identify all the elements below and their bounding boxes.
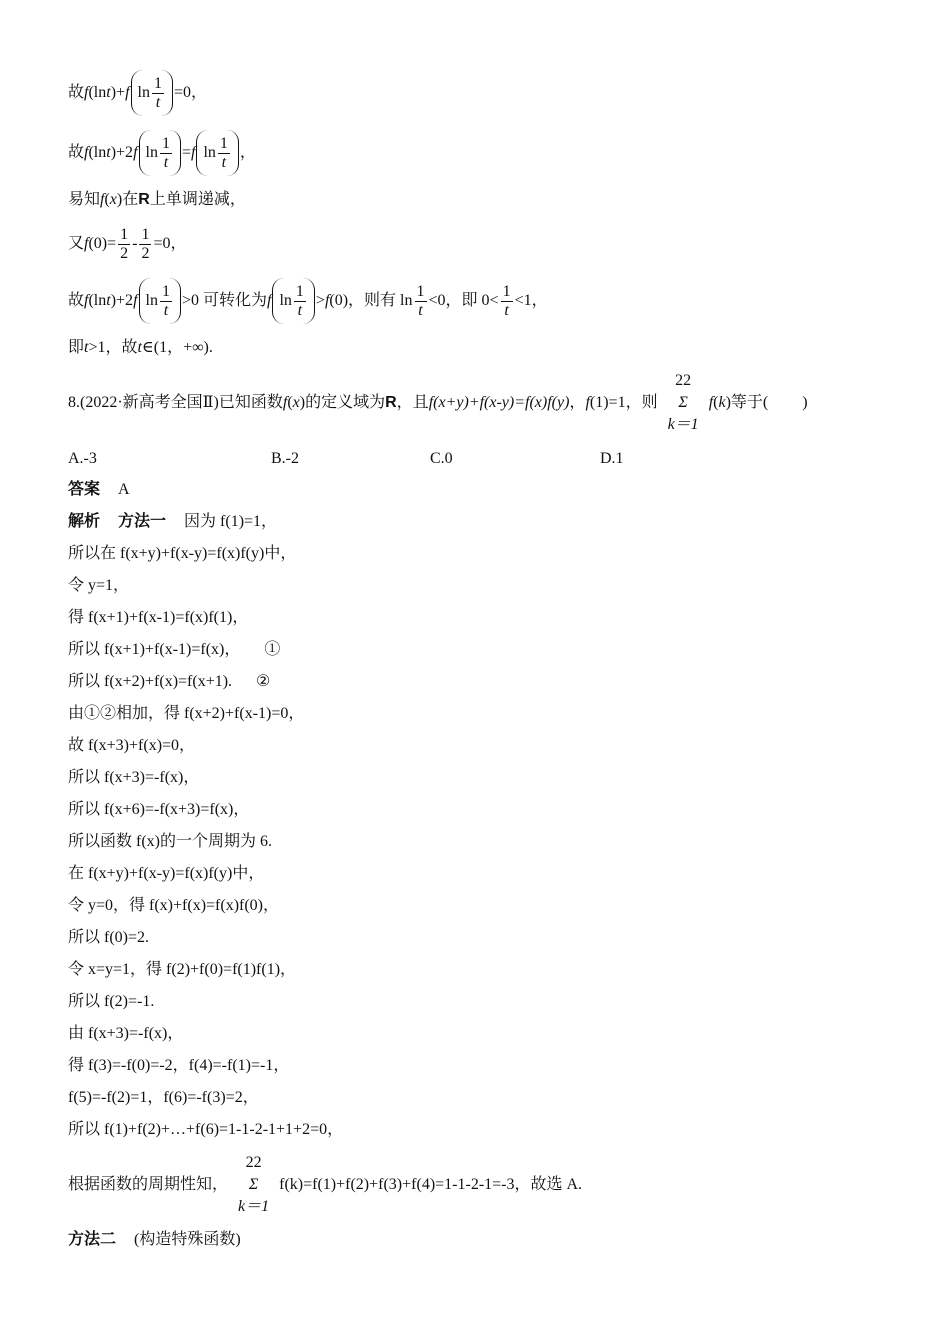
- answer-blank-close: ): [802, 394, 808, 411]
- fraction: [294, 283, 306, 320]
- text: x: [292, 394, 300, 411]
- method-label: 方法二: [68, 1231, 117, 1248]
- text: ，: [239, 144, 256, 161]
- answer-line: [68, 480, 130, 500]
- text: f: [282, 394, 288, 411]
- text: <0，即 0<: [428, 292, 499, 309]
- method-label: 方法一: [118, 513, 167, 530]
- text: f: [267, 292, 272, 309]
- step-text: 所以 f(0)=2.: [68, 929, 150, 946]
- ln: ln: [279, 292, 292, 309]
- step-line: [68, 832, 272, 852]
- text: t: [84, 339, 89, 356]
- text: f: [84, 84, 89, 101]
- paren-group: [196, 130, 238, 176]
- denominator: t: [163, 301, 169, 319]
- text: >: [315, 292, 325, 309]
- answer-value: A: [118, 481, 130, 498]
- text: f: [708, 394, 714, 411]
- step-text: 令 x=y=1，得 f(2)+f(0)=f(1)f(1)，: [68, 961, 297, 978]
- formula-line-3: [68, 190, 246, 210]
- step-line: [68, 960, 296, 980]
- option-c: C.0: [430, 450, 453, 467]
- text: ∈(1，+∞).: [141, 339, 213, 356]
- sigma-symbol: Σ: [678, 394, 688, 411]
- text: 故: [68, 292, 85, 309]
- numerator: 1: [295, 282, 304, 300]
- text: f: [324, 292, 330, 309]
- text: )+: [110, 84, 126, 101]
- answer-label: 答案: [68, 481, 101, 498]
- text: <1，: [514, 292, 548, 309]
- text: 故: [68, 144, 85, 161]
- step-text: 因为 f(1)=1，: [184, 513, 278, 530]
- sum-upper: 22: [245, 1154, 262, 1171]
- summation: [668, 370, 699, 436]
- text: 故: [68, 84, 85, 101]
- text: )在: [116, 191, 139, 208]
- step-line: [68, 544, 296, 564]
- step-text: 所以函数 f(x)的一个周期为 6.: [68, 833, 272, 850]
- option-b: B.-2: [271, 450, 299, 467]
- text: >0 可转化为: [181, 292, 267, 309]
- formula-line-5: [68, 279, 548, 323]
- step-text: 所以 f(2)=-1.: [68, 993, 155, 1010]
- option-a: A.-3: [68, 450, 97, 467]
- text: k: [718, 394, 726, 411]
- ln: ln: [203, 144, 216, 161]
- paren-group: [131, 70, 173, 116]
- step-text: 由 f(x+3)=-f(x)，: [68, 1025, 184, 1042]
- text: =0，: [153, 235, 187, 252]
- step-text: 所以在 f(x+y)+f(x-y)=f(x)f(y)中，: [68, 545, 297, 562]
- step-line: [68, 704, 304, 724]
- text: t: [106, 144, 111, 161]
- denominator: t: [155, 93, 161, 111]
- summation: [238, 1152, 269, 1218]
- numerator: 1: [141, 225, 150, 243]
- numerator: 1: [153, 74, 162, 92]
- sum-lower: k＝1: [238, 1198, 270, 1215]
- text: (ln: [88, 84, 107, 101]
- numerator: 1: [161, 282, 170, 300]
- conclusion-prefix: 根据函数的周期性知，: [68, 1176, 229, 1193]
- analysis-label: 解析: [68, 513, 101, 530]
- text: t: [106, 84, 111, 101]
- functional-equation: f(x+y)+f(x-y)=f(x)f(y): [428, 394, 570, 411]
- fraction: [139, 226, 151, 263]
- numerator: 1: [120, 225, 129, 243]
- text: f: [125, 84, 130, 101]
- step-text: 所以 f(x+1)+f(x-1)=f(x)， ①: [68, 641, 281, 658]
- fraction: [501, 283, 513, 320]
- denominator: t: [297, 301, 303, 319]
- text: (: [104, 191, 110, 208]
- numerator: 1: [161, 134, 170, 152]
- text: f: [133, 292, 138, 309]
- denominator: 2: [141, 244, 150, 262]
- fraction: [415, 283, 427, 320]
- ln: ln: [145, 144, 158, 161]
- step-text: 所以 f(1)+f(2)+…+f(6)=1-1-2-1+1+2=0，: [68, 1121, 344, 1138]
- step-line: [68, 1088, 259, 1108]
- step-line: [68, 672, 270, 692]
- step-line: [68, 768, 199, 788]
- step-text: 由①②相加，得 f(x+2)+f(x-1)=0，: [68, 705, 305, 722]
- analysis-line: [68, 512, 277, 532]
- text: 即: [68, 339, 85, 356]
- text: t: [106, 292, 111, 309]
- step-text: 得 f(x+1)+f(x-1)=f(x)f(1)，: [68, 609, 249, 626]
- denominator: t: [504, 301, 509, 319]
- sum-lower: k＝1: [667, 416, 699, 433]
- ln: ln: [145, 292, 158, 309]
- formula-line-2: [68, 131, 256, 175]
- text: x: [109, 191, 117, 208]
- step-line: [68, 640, 280, 660]
- step-line: [68, 736, 195, 756]
- formula-line-4: [68, 224, 187, 264]
- question-8: [68, 368, 808, 438]
- text: =0，: [173, 84, 207, 101]
- step-line: [68, 1056, 289, 1076]
- text: )+2: [110, 292, 134, 309]
- text: ，: [569, 394, 586, 411]
- step-line: [68, 1120, 343, 1140]
- text: (0)=: [88, 235, 117, 252]
- text: -: [132, 235, 138, 252]
- numerator: 1: [502, 282, 511, 300]
- paren-group: [139, 130, 181, 176]
- step-text: 令 y=1，: [68, 577, 130, 594]
- denominator: t: [221, 153, 227, 171]
- numerator: 1: [416, 282, 425, 300]
- denominator: t: [418, 301, 423, 319]
- step-text: 故 f(x+3)+f(x)=0，: [68, 737, 196, 754]
- conclusion-line: [68, 1150, 582, 1220]
- formula-line-1: [68, 71, 207, 115]
- step-line: [68, 576, 129, 596]
- step-text: 得 f(3)=-f(0)=-2，f(4)=-f(1)=-1，: [68, 1057, 290, 1074]
- method2-line: [68, 1230, 241, 1250]
- step-text: 在 f(x+y)+f(x-y)=f(x)f(y)中，: [68, 865, 265, 882]
- text: )等于(: [725, 394, 769, 411]
- formula-line-6: [68, 338, 213, 358]
- real-set-symbol: R: [385, 394, 397, 411]
- paren-group: [272, 278, 314, 324]
- text: (ln: [88, 292, 107, 309]
- sigma-symbol: Σ: [248, 1176, 259, 1193]
- step-line: [68, 608, 248, 628]
- step-line: [68, 864, 264, 884]
- real-set-symbol: R: [138, 191, 150, 208]
- text: ，且: [396, 394, 429, 411]
- question-prefix: 8.(2022·新高考全国Ⅱ)已知函数: [68, 394, 283, 411]
- text: (ln: [88, 144, 107, 161]
- paren-group: [139, 278, 181, 324]
- text: 又: [68, 235, 85, 252]
- text: f: [84, 144, 89, 161]
- text: f: [585, 394, 590, 411]
- step-text: 所以 f(x+3)=-f(x)，: [68, 769, 200, 786]
- text: (0)，则有 ln: [329, 292, 413, 309]
- method-description: (构造特殊函数): [134, 1231, 241, 1248]
- step-line: [68, 928, 149, 948]
- text: (1)=1，则: [589, 394, 658, 411]
- text: f: [84, 235, 89, 252]
- step-line: [68, 1024, 183, 1044]
- conclusion-text: f(k)=f(1)+f(2)+f(3)+f(4)=1-1-2-1=-3，故选 A.: [279, 1176, 583, 1193]
- denominator: 2: [120, 244, 129, 262]
- text: 易知: [68, 191, 101, 208]
- text: f: [191, 144, 196, 161]
- step-text: 所以 f(x+6)=-f(x+3)=f(x)，: [68, 801, 250, 818]
- text: (: [713, 394, 719, 411]
- text: f: [133, 144, 138, 161]
- step-text: 令 y=0，得 f(x)+f(x)=f(x)f(0)，: [68, 897, 280, 914]
- text: 上单调递减，: [149, 191, 246, 208]
- fraction: [118, 226, 130, 263]
- numerator: 1: [219, 134, 228, 152]
- denominator: t: [163, 153, 169, 171]
- fraction: [218, 135, 230, 172]
- text: =: [181, 144, 191, 161]
- sum-upper: 22: [675, 372, 692, 389]
- text: (: [287, 394, 293, 411]
- fraction: [160, 283, 172, 320]
- step-line: [68, 800, 249, 820]
- text: f: [84, 292, 89, 309]
- text: t: [137, 339, 142, 356]
- text: )+2: [110, 144, 134, 161]
- fraction: [160, 135, 172, 172]
- step-line: [68, 896, 279, 916]
- option-d: D.1: [600, 450, 624, 467]
- answer-options: [68, 449, 768, 469]
- step-line: [68, 992, 154, 1012]
- text: )的定义域为: [299, 394, 386, 411]
- step-text: f(5)=-f(2)=1，f(6)=-f(3)=2，: [68, 1089, 259, 1106]
- text: >1，故: [88, 339, 138, 356]
- text: f: [100, 191, 105, 208]
- step-text: 所以 f(x+2)+f(x)=f(x+1). ②: [68, 673, 271, 690]
- ln: ln: [137, 84, 150, 101]
- fraction: [152, 75, 164, 112]
